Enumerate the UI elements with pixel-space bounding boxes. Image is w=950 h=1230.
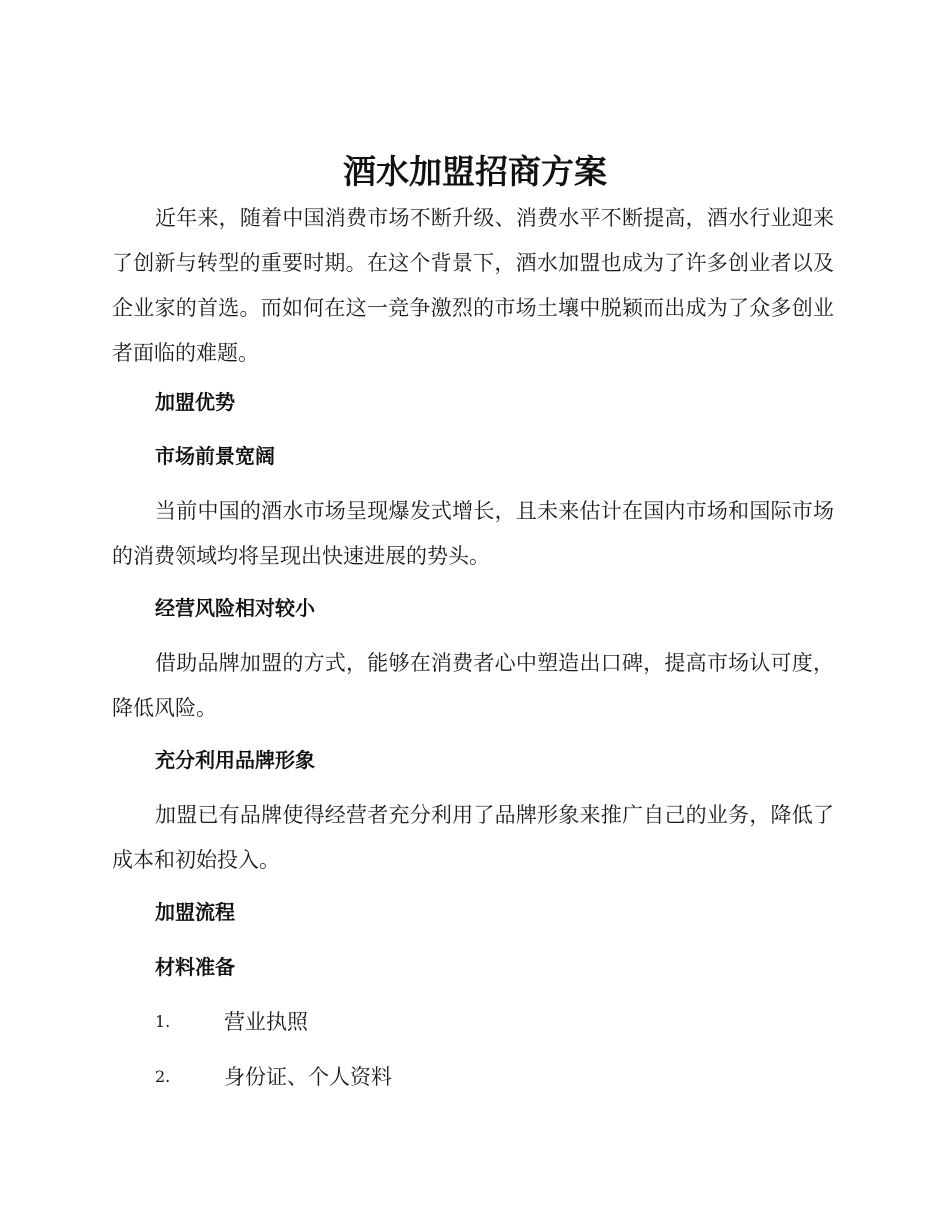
subheading-brand-image: 充分利用品牌形象 — [155, 748, 315, 772]
list-item-number: 2. — [155, 1067, 171, 1086]
section-heading-advantages: 加盟优势 — [155, 390, 235, 414]
list-item-text: 营业执照 — [224, 1010, 308, 1034]
list-item-number: 1. — [155, 1012, 171, 1031]
list-item — [155, 1007, 835, 1037]
paragraph-low-risk: 借助品牌加盟的方式，能够在消费者心中塑造出口碑，提高市场认可度，降低风险。 — [112, 651, 834, 720]
intro-paragraph: 近年来，随着中国消费市场不断升级、消费水平不断提高，酒水行业迎来了创新与转型的重要时期。在这个背景下，酒水加盟也成为了许多创业者以及企业家的首选。而如何在这一竞争激烈的市场土壤中脱颖而出成为了众多创业者面临的难题。 — [112, 206, 834, 365]
subheading-low-risk: 经营风险相对较小 — [155, 596, 315, 620]
list-item — [155, 1062, 835, 1092]
subheading-materials: 材料准备 — [155, 955, 235, 979]
subheading-market-outlook: 市场前景宽阔 — [155, 444, 275, 468]
paragraph-brand-image: 加盟已有品牌使得经营者充分利用了品牌形象来推广自己的业务，降低了成本和初始投入。 — [112, 803, 834, 872]
document-title: 酒水加盟招商方案 — [343, 152, 607, 191]
section-heading-process: 加盟流程 — [155, 900, 235, 924]
paragraph-market-outlook: 当前中国的酒水市场呈现爆发式增长，且未来估计在国内市场和国际市场的消费领域均将呈现出快速进展的势头。 — [112, 499, 834, 568]
list-item-text: 身份证、个人资料 — [224, 1065, 392, 1089]
